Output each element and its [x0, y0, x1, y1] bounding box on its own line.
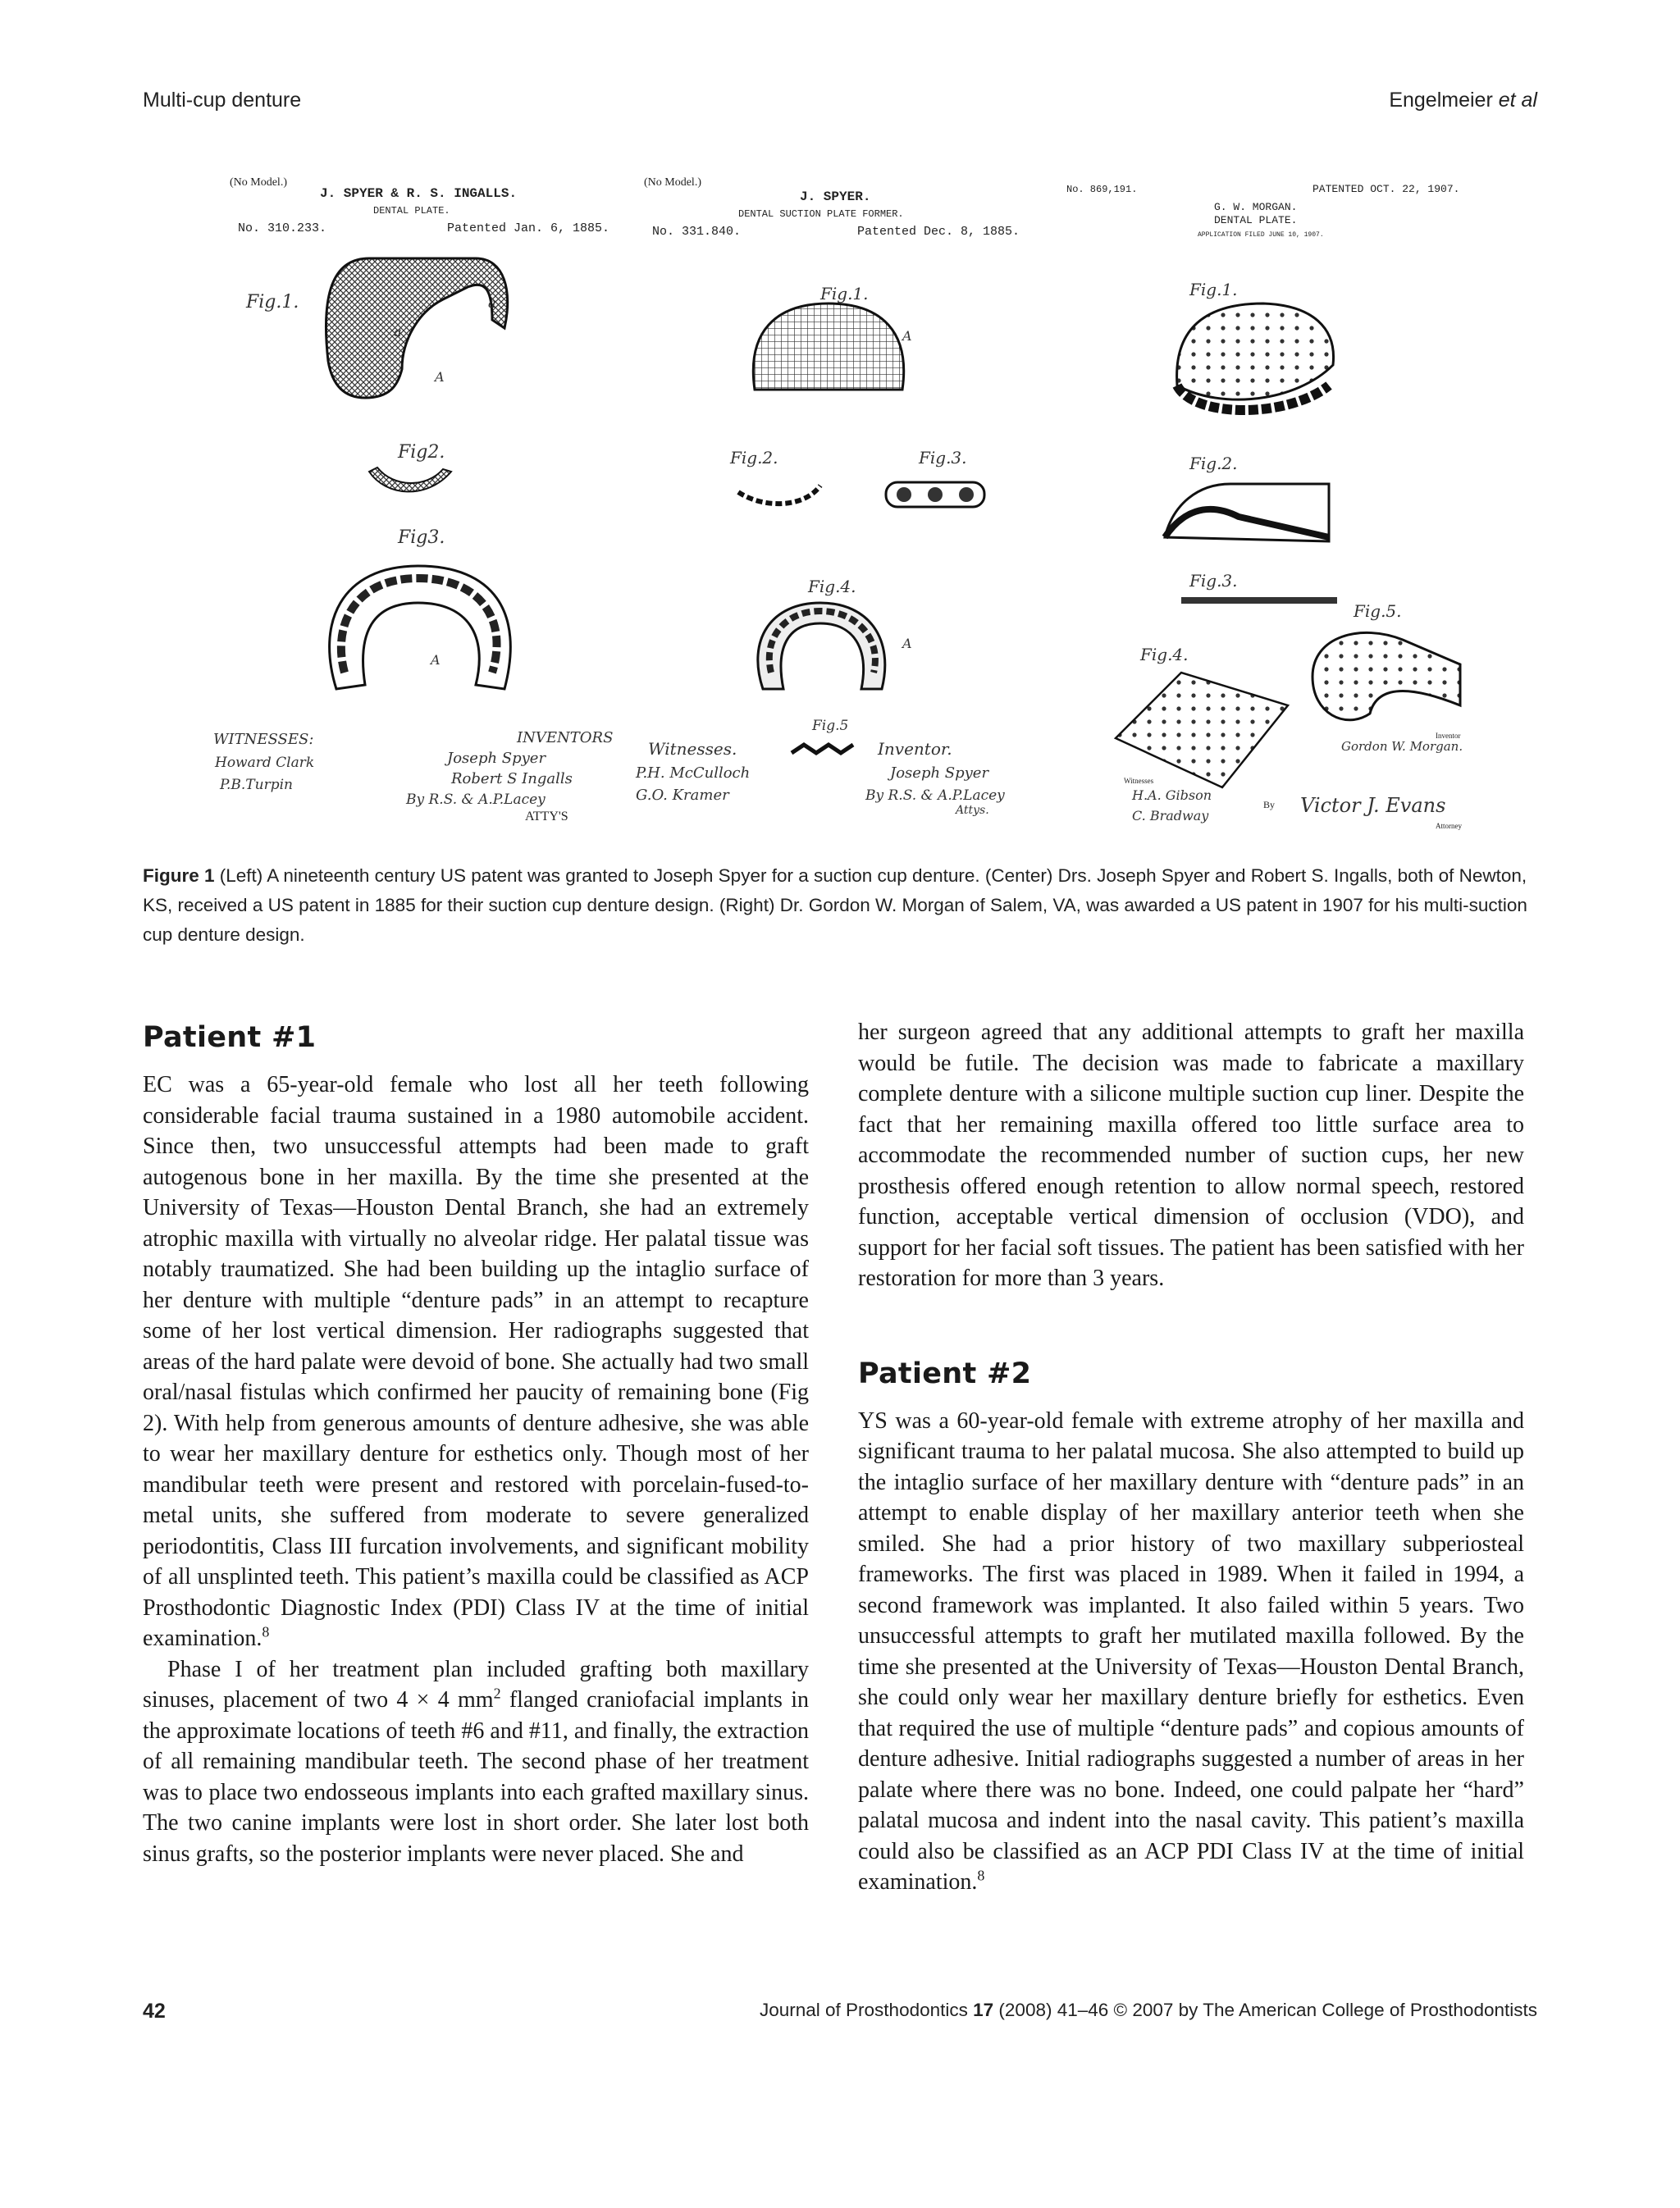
- page-number: 42: [143, 2000, 166, 2023]
- patent-left-fig2-section: [369, 468, 451, 491]
- patent-center-signature-1: Joseph Spyer: [890, 764, 989, 782]
- patent-right-fig5-label: Fig.5.: [1354, 601, 1402, 621]
- patient-2-paragraph-text: YS was a 60-year-old female with extreme atrophy of her maxilla and significant trauma to her palatal mucosa. She also attempted to build up the intaglio surface of her maxillary denture with “denture pads” in an attempt to enable display of her maxillary anterior teeth when she smiled. She had a prior history of two maxillary subperiosteal frameworks. The first was placed in 1989. When it failed in 1994, a second framework was implanted. It also failed within 5 years. Two unsuccessful attempts to graft her mutilated maxilla followed. By the time she presented at the University of Texas—Houston Dental Branch, she could only wear her maxillary denture briefly for esthetics. Even that required the use of multiple “denture pads” and copious amounts of denture adhesive. Initial radiographs suggested a number of areas in her palate where there was no bone. Indeed, one could palpate her “hard” palatal mucosa and indent into the nasal cavity. This patient’s maxilla could also be classified as an ACP PDI Class IV at the time of initial examination.: [858, 1407, 1524, 1895]
- patent-right-inventor: G. W. MORGAN.: [1214, 201, 1298, 213]
- patent-center-fig5-wave: [792, 745, 853, 753]
- patent-center-number: No. 331.840.: [652, 225, 742, 239]
- patient-1-reference: 8: [262, 1623, 270, 1640]
- patent-left-number: No. 310.233.: [238, 221, 327, 235]
- patent-left-fig3-label-A: A: [431, 652, 441, 668]
- patent-right-inventor-signature: Gordon W. Morgan.: [1341, 739, 1463, 754]
- patent-left-fig3-arch: [330, 566, 511, 689]
- patent-right-fig4-sheet: [1116, 673, 1288, 787]
- patent-left-signature-3: By R.S. & A.P.Lacey: [406, 792, 546, 808]
- patent-right-date: PATENTED OCT. 22, 1907.: [1312, 183, 1460, 195]
- patient-1-continuation: her surgeon agreed that any additional attempts to graft her maxilla would be futile. The decision was made to fabricate a maxillary complete denture with a silicone multiple suction cup liner. Despite the fact that her remaining maxilla offered too little surface area to accommodate the recommended number of suction cups, her new prosthesis offered enough retention to allow normal speech, restored function, acceptable vertical dimension of occlusion (VDO), and support for her facial soft tissues. The patient has been satisfied with her restoration for more than 3 years.: [858, 1020, 1524, 1291]
- patent-center-fig3-cup-3: [959, 487, 974, 502]
- patent-right-number: No. 869,191.: [1066, 184, 1138, 195]
- patent-left-signature-2: Robert S Ingalls: [451, 770, 573, 787]
- left-column: [143, 1017, 809, 1869]
- patent-left-label-a: a: [394, 324, 402, 340]
- patient-2-heading: Patient #2: [858, 1357, 1032, 1390]
- patient-2-paragraph: [858, 1406, 1524, 1898]
- running-head: [143, 89, 1537, 118]
- patent-left-fig2-label: Fig2.: [398, 442, 445, 463]
- patent-right-fig4-label: Fig.4.: [1140, 645, 1189, 664]
- patent-left-signature-1: Joseph Spyer: [447, 750, 546, 767]
- patient-1-paragraph-1-text: EC was a 65-year-old female who lost all her teeth following considerable facial trauma sustained in a 1980 automobile accident. Since then, two unsuccessful attempts had been made to graft autogenous bone in her maxilla. By the time she presented at the University of Texas—Houston Dental Branch, she had an extremely atrophic maxilla with virtually no alveolar ridge. Her palatal tissue was notably traumatized. She had been building up the intaglio surface of her denture with multiple “denture pads” in an attempt to recapture some of her lost vertical dimension. Her radiographs suggested that areas of the hard palate were devoid of bone. She actually had two small oral/nasal fistulas which confirmed her paucity of remaining bone (Fig 2). With help from generous amounts of denture adhesive, she was able to wear her maxillary denture for esthetics only. Though most of her mandibular teeth were present and restored with porcelain-fused-to-metal units, she suffered from moderate to severe generalized periodontitis, Class III furcation involvements, and significant mobility of all unsplinted teeth. This patient’s maxilla could be classified as ACP Prosthodontic Diagnostic Index (PDI) Class IV at the time of initial examination.: [143, 1072, 809, 1651]
- patient-1-paragraph-2-text-a: Phase I of her treatment plan included grafting both maxillary sinuses, placement of two 4 × 4 mm: [143, 1656, 809, 1713]
- running-head-etal: et al: [1498, 89, 1537, 112]
- patent-left-inventors: J. SPYER & R. S. INGALLS.: [320, 186, 518, 201]
- figure-caption: [143, 861, 1537, 950]
- patient-1-paragraph-2: [143, 1654, 809, 1870]
- patent-right-witness-1: H.A. Gibson: [1132, 787, 1212, 803]
- patent-center-label-A: A: [902, 328, 912, 344]
- patent-center-witness-1: P.H. McCulloch: [636, 764, 751, 782]
- patent-center-model: (No Model.): [644, 176, 701, 189]
- patent-right-fig3-strip: [1181, 597, 1337, 604]
- patent-center-inventor: J. SPYER.: [800, 189, 871, 204]
- patient-2-reference: 8: [977, 1867, 985, 1884]
- figure-caption-text: (Left) A nineteenth century US patent was granted to Joseph Spyer for a suction cup denture. (Center) Drs. Joseph Spyer and Robert S. Ingalls, both of Newton, KS, received a US patent in 1885 for their suction cup denture design. (Right) Dr. Gordon W. Morgan of Salem, VA, was awarded a US patent in 1907 for his multi-suction cup denture design.: [143, 865, 1527, 945]
- patient-1-paragraph-1: [143, 1070, 809, 1654]
- running-head-author-name: Engelmeier: [1389, 89, 1493, 112]
- running-head-authors: [1389, 89, 1537, 112]
- patent-left-fig1-label: Fig.1.: [246, 292, 299, 312]
- patent-center-date: Patented Dec. 8, 1885.: [857, 225, 1020, 239]
- page-footer: [143, 2000, 1537, 2029]
- patent-drawings: [197, 164, 1485, 853]
- patent-center: [635, 176, 1020, 817]
- patent-center-fig1-label: Fig.1.: [820, 284, 869, 303]
- patent-right-filed: APPLICATION FILED JUNE 10, 1907.: [1198, 231, 1324, 239]
- patent-left-inventors-label: INVENTORS: [517, 729, 614, 746]
- patent-right-witness-2: C. Bradway: [1132, 808, 1209, 823]
- patent-right-title: DENTAL PLATE.: [1214, 214, 1298, 226]
- section-spacer: [858, 1294, 1524, 1353]
- patent-center-inventor-label: Inventor.: [878, 739, 952, 759]
- patent-center-attys: Attys.: [956, 804, 989, 817]
- figure-caption-label: Figure 1: [143, 865, 215, 886]
- patent-right-inventor-label: Inventor: [1436, 732, 1461, 740]
- patent-center-fig4-label-A: A: [902, 636, 912, 651]
- patent-right-fig1-plate: [1177, 303, 1334, 399]
- patent-left-fig3-label: Fig3.: [398, 527, 445, 548]
- patent-center-fig5-label: Fig.5: [812, 718, 849, 734]
- journal-name: Journal of Prosthodontics: [759, 2000, 974, 2020]
- patent-right: [1066, 183, 1463, 830]
- patent-right-by: By: [1263, 799, 1276, 810]
- journal-citation-text: (2008) 41–46 © 2007 by The American College of Prosthodontists: [993, 2000, 1537, 2020]
- patent-center-title: DENTAL SUCTION PLATE FORMER.: [738, 208, 904, 220]
- patent-center-fig3-cup-1: [897, 487, 911, 502]
- patent-left-witness-2: P.B.Turpin: [220, 777, 293, 793]
- patient-1-superscript: 2: [493, 1685, 501, 1702]
- patent-center-fig3-label: Fig.3.: [919, 448, 967, 468]
- patient-1-heading: Patient #1: [143, 1021, 317, 1054]
- journal-citation: [760, 2000, 1537, 2021]
- patent-center-signature-2: By R.S. & A.P.Lacey: [865, 787, 1005, 804]
- patent-center-fig2-section: [738, 486, 820, 504]
- patent-center-fig4-plate: [758, 603, 885, 689]
- patent-left-model: (No Model.): [230, 176, 287, 189]
- patent-left-witnesses-label: WITNESSES:: [213, 731, 314, 748]
- patent-right-fig2-label: Fig.2.: [1189, 454, 1238, 473]
- journal-volume: 17: [973, 2000, 994, 2020]
- patent-right-witnesses-label: Witnesses: [1124, 777, 1154, 785]
- patent-center-fig3-cup-2: [928, 487, 943, 502]
- patent-left-date: Patented Jan. 6, 1885.: [447, 221, 610, 235]
- patient-1-paragraph-2-text-b: flanged craniofacial implants in the approximate locations of teeth #6 and #11, and finally, the extraction of all remaining mandibular teeth. The second phase of her treatment was to place two endosseous implants into each grafted maxillary sinus. The two canine implants were lost in short order. She later lost both sinus grafts, so the posterior implants were never placed. She and: [143, 1687, 809, 1867]
- patent-center-fig4-label: Fig.4.: [808, 577, 856, 596]
- right-column: [858, 1017, 1524, 1898]
- patent-left-witness-1: Howard Clark: [215, 755, 315, 771]
- patent-right-fig1-label: Fig.1.: [1189, 280, 1238, 299]
- patent-right-attorney-signature: Victor J. Evans: [1300, 794, 1446, 817]
- patent-right-fig5-plate: [1312, 632, 1460, 719]
- figure-1: [197, 164, 1485, 853]
- patent-left-title: DENTAL PLATE.: [373, 205, 450, 217]
- patent-right-attorney-label: Attorney: [1436, 822, 1462, 830]
- patent-left-label-a2: a: [488, 295, 496, 311]
- patent-left-attys: ATTY'S: [525, 810, 568, 823]
- patent-left-label-A: A: [435, 369, 445, 385]
- patent-left: [213, 176, 613, 823]
- running-head-title: Multi-cup denture: [143, 89, 302, 112]
- patent-center-witnesses-label: Witnesses.: [648, 739, 737, 759]
- patent-right-fig3-label: Fig.3.: [1189, 571, 1238, 591]
- patent-center-fig2-label: Fig.2.: [730, 448, 778, 468]
- patent-left-fig1-plate: [326, 258, 507, 398]
- patent-center-fig1-plate: [753, 303, 903, 390]
- patent-center-witness-2: G.O. Kramer: [636, 787, 729, 804]
